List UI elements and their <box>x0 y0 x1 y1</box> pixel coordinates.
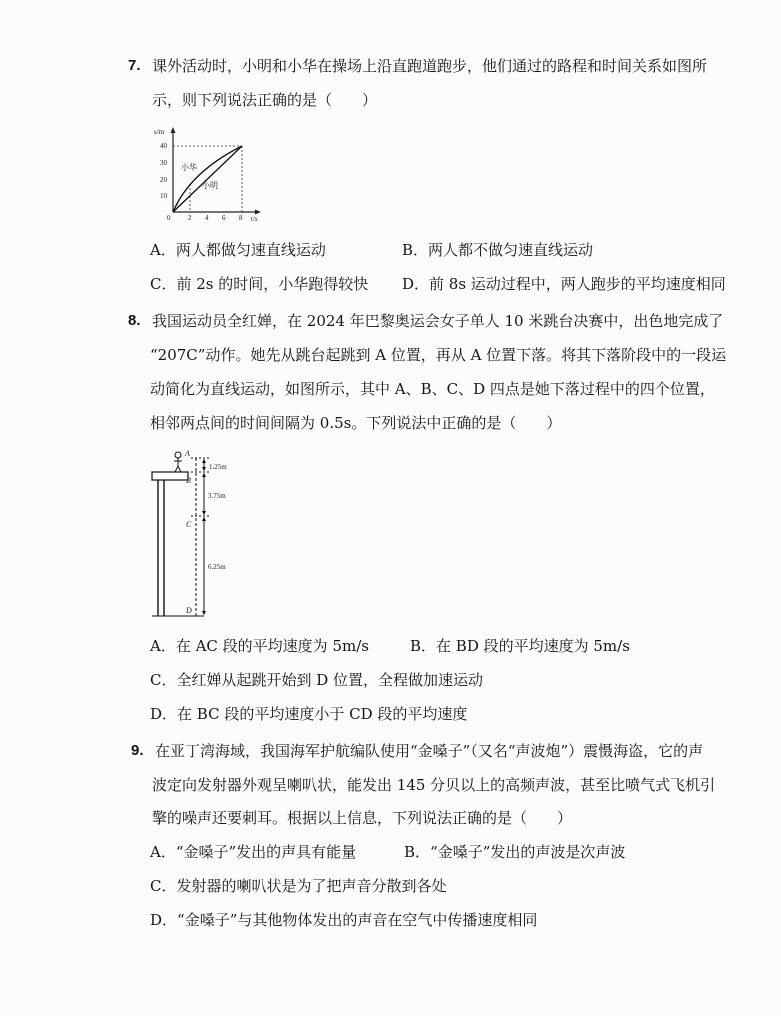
q8-label-a: A <box>185 449 190 458</box>
q8-stem-line-3: 动简化为直线运动，如图所示，其中 A、B、C、D 四点是她下落过程中的四个位置， <box>150 380 715 398</box>
q9-stem-line-2: 波定向发射器外观呈喇叭状，能发出 145 分贝以上的高频声波，甚至比喷气式飞机引 <box>152 776 716 794</box>
q8-dim-bc-arrow-bottom <box>202 511 206 515</box>
q8-stem-line-4: 相邻两点间的时间间隔为 0.5s。下列说法中正确的是（ ） <box>150 414 562 432</box>
q7-label-xiaohua: 小华 <box>181 163 197 172</box>
q9-stem-line-1: 在亚丁湾海域，我国海军护航编队使用“金嗓子”（又名“声波炮”）震慑海盗，它的声 <box>155 742 704 760</box>
q9-stem-line-3: 擎的噪声还要刺耳。根据以上信息，下列说法正确的是（ ） <box>152 809 573 827</box>
q8-dim-ab-arrow-top <box>202 459 206 463</box>
q7-option-b[interactable]: B．两人都不做匀速直线运动 <box>402 241 594 259</box>
q7-y-label: s/m <box>154 128 165 136</box>
q8-number: 8. <box>128 312 141 329</box>
q8-dist-ab: 1.25m <box>209 463 227 471</box>
q7-option-a[interactable]: A．两人都做匀速直线运动 <box>150 241 326 259</box>
q7-x-arrow <box>255 210 261 215</box>
q7-ytick-20: 20 <box>160 176 167 184</box>
q8-platform-board <box>152 472 188 480</box>
q8-option-b[interactable]: B．在 BD 段的平均速度为 5m/s <box>410 637 630 655</box>
q7-label-xiaoming: 小明 <box>202 181 218 190</box>
q8-dim-ab-arrow-bottom <box>202 467 206 471</box>
q8-diving-platform-diagram <box>146 446 256 620</box>
q7-xtick-4: 4 <box>205 214 209 222</box>
q7-xtick-2: 2 <box>188 214 192 222</box>
q9-number: 9. <box>131 742 144 759</box>
q8-diver-head <box>175 452 181 458</box>
q8-label-b: B <box>186 476 191 485</box>
q8-dim-cd-arrow-top <box>202 517 206 521</box>
q7-option-d[interactable]: D．前 8s 运动过程中，两人跑步的平均速度相同 <box>402 275 726 293</box>
q7-ytick-10: 10 <box>160 192 167 200</box>
q8-stem-line-1: 我国运动员全红婵，在 2024 年巴黎奥运会女子单人 10 米跳台决赛中，出色地完成了 <box>152 312 724 330</box>
q9-option-c[interactable]: C．发射器的喇叭状是为了把声音分散到各处 <box>150 877 447 895</box>
q7-number: 7. <box>128 57 141 74</box>
q9-option-b[interactable]: B．“金嗓子”发出的声波是次声波 <box>404 843 626 861</box>
q9-option-a[interactable]: A．“金嗓子”发出的声具有能量 <box>150 843 357 861</box>
q8-option-a[interactable]: A．在 AC 段的平均速度为 5m/s <box>150 637 369 655</box>
q7-x-label: t/s <box>251 215 258 223</box>
q7-stem-line-1: 课外活动时，小明和小华在操场上沿直跑道跑步，他们通过的路程和时间关系如图所 <box>152 57 708 75</box>
q7-ytick-30: 30 <box>160 159 167 167</box>
q9-option-d[interactable]: D．“金嗓子”与其他物体发出的声音在空气中传播速度相同 <box>150 911 538 929</box>
q7-xtick-6: 6 <box>222 214 226 222</box>
q7-distance-time-graph <box>150 124 268 224</box>
q8-dim-bc-arrow-top <box>202 473 206 477</box>
q7-ytick-40: 40 <box>160 142 167 150</box>
q8-option-c[interactable]: C．全红婵从起跳开始到 D 位置，全程做加速运动 <box>150 671 484 689</box>
q7-line-xiaoming <box>173 146 242 212</box>
q8-dist-bc: 3.75m <box>208 492 226 500</box>
q7-stem-line-2: 示，则下列说法正确的是（ ） <box>152 91 378 109</box>
q8-stem-line-2: “207C”动作。她先从跳台起跳到 A 位置，再从 A 位置下落。将其下落阶段中的一段运 <box>150 346 727 364</box>
q7-y-arrow <box>171 127 176 133</box>
q8-diver-leg-left <box>175 466 178 472</box>
q8-label-d: D <box>186 606 192 615</box>
q8-option-d[interactable]: D．在 BC 段的平均速度小于 CD 段的平均速度 <box>150 705 468 723</box>
q8-dim-cd-arrow-bottom <box>202 611 206 615</box>
q7-origin: 0 <box>167 214 171 222</box>
q8-label-c: C <box>186 520 192 529</box>
q7-option-c[interactable]: C．前 2s 的时间，小华跑得较快 <box>150 275 369 293</box>
q8-diver-leg-right <box>178 466 181 472</box>
q7-xtick-8: 8 <box>239 214 243 222</box>
q8-dist-cd: 6.25m <box>208 563 226 571</box>
